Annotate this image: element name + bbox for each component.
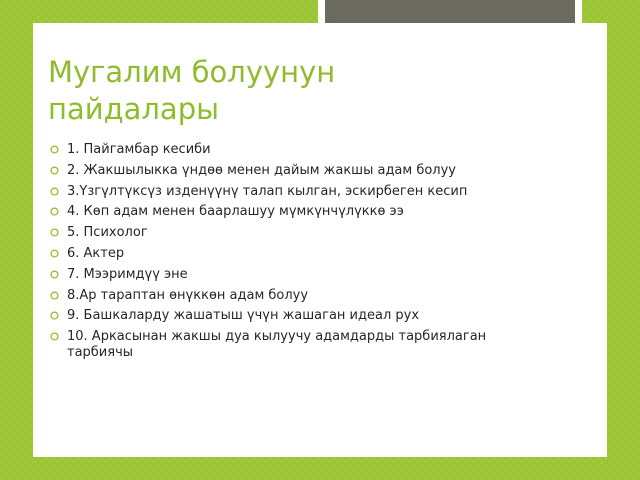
bullet-icon: [50, 228, 59, 237]
list-item: [50, 142, 550, 158]
bullet-icon: [50, 291, 59, 300]
bullet-icon: [50, 311, 59, 320]
bullet-icon: [50, 270, 59, 279]
list-item: [50, 308, 550, 324]
list-item-text: 2. Жакшылыкка үндөө менен дайым жакшы адам болуу: [67, 162, 457, 178]
bullet-icon: [50, 249, 59, 258]
list-item-text: 9. Башкаларду жашатыш үчүн жашаган идеал рух: [67, 308, 420, 324]
list-item: [50, 329, 550, 361]
list-item: [50, 225, 550, 241]
list-item-text: 7. Мээримдүү эне: [67, 266, 188, 282]
list-item: [50, 163, 550, 179]
list-item-text: 6. Актер: [67, 245, 125, 261]
bullet-icon: [50, 207, 59, 216]
list-item: [50, 184, 550, 200]
list-item: [50, 288, 550, 304]
list-item-text: 3.Үзгүлтүксүз изденүүнү талап кылган, эскирбеген кесип: [67, 183, 468, 199]
list-item-text: 5. Психолог: [67, 225, 148, 241]
bullet-icon: [50, 166, 59, 175]
slide-title: Мугалим болуунун пайдалары: [48, 55, 336, 126]
bullet-icon: [50, 187, 59, 196]
bullet-icon: [50, 332, 59, 341]
list-item-text: 10. Аркасынан жакшы дуа кылуучу адамдарды тарбиялаган тарбиячы: [67, 329, 487, 361]
list-item: [50, 204, 550, 220]
list-item: [50, 267, 550, 283]
bullet-icon: [50, 145, 59, 154]
list-item-text: 8.Ар тараптан өнүккөн адам болуу: [67, 287, 309, 303]
list-item-text: 1. Пайгамбар кесиби: [67, 142, 211, 157]
list-item-text: 4. Көп адам менен баарлашуу мүмкүнчүлүккө ээ: [67, 204, 404, 220]
content-list: [50, 142, 550, 366]
list-item: [50, 246, 550, 262]
